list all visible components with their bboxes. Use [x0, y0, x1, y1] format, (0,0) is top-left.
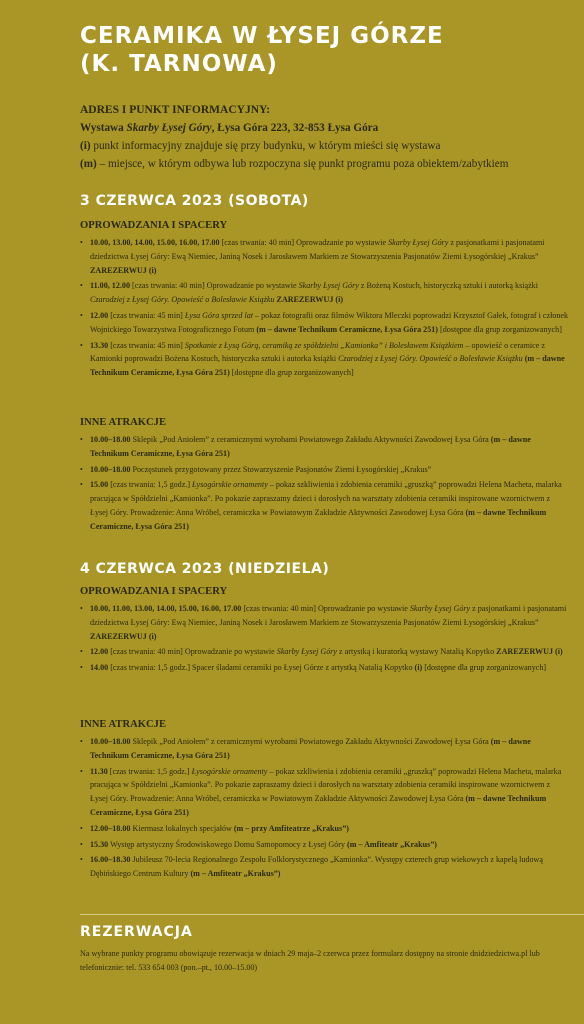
day1-other-section	[80, 416, 570, 536]
item-text: [czas trwania: 45 min]	[108, 340, 185, 350]
item-title: Skarby Łysej Góry	[298, 281, 359, 291]
day2-title: 4 CZERWCA 2023 (NIEDZIELA)	[80, 561, 330, 577]
day1-tours-section	[80, 219, 570, 382]
page-title-line2: (K. TARNOWA)	[80, 51, 278, 77]
item-title: Skarby Łysej Góry	[388, 238, 449, 247]
item-time: 15.00	[90, 480, 109, 490]
item-time: 12.00	[90, 310, 109, 320]
program-item	[80, 661, 570, 675]
address-info-block	[80, 101, 560, 173]
item-time: 10.00–18.00	[90, 464, 131, 474]
item-book-title: Czarodziej z Łysej Góry. Opowieść o Bolesławie Książku	[338, 354, 523, 364]
program-item	[80, 735, 570, 763]
item-text: Poczęstunek przygotowany przez Stowarzyszenie Pasjonatów Ziemi Łysogórskiej „Krakus”	[130, 464, 432, 474]
item-text-cont: z pasjonatkami i pasjonatami dziedzictwa Łysej Góry: Ewą Niemiec, Janiną Nosek i Jarosławem Markiem ze Stowarzyszenia Pasjonatów Ziemi Łysogórskiej „Krakus”	[90, 238, 545, 261]
program-item	[80, 765, 570, 820]
day1-title: 3 CZERWCA 2023 (SOBOTA)	[80, 193, 309, 209]
item-time: 15.30	[90, 839, 109, 849]
legend-m-text: – miejsce, w którym odbywa lub rozpoczyna się punkt programu poza obiektem/zabytkiem	[96, 158, 509, 170]
item-title: Łysogórskie ornamenty	[191, 766, 268, 776]
legend-m	[80, 155, 560, 173]
item-location: ZAREZERWUJ (i)	[496, 647, 563, 657]
item-time: 10.00, 11.00, 13.00, 14.00, 15.00, 16.00, 17.00	[90, 604, 242, 613]
program-item	[80, 433, 570, 461]
item-time: 14.00	[90, 663, 109, 673]
item-text: [czas trwania: 1,5 godz.]	[108, 480, 193, 490]
item-location: (m – dawne Technikum Ceramiczne, Łysa Góra 251)	[256, 324, 438, 334]
reservation-text: Na wybrane punkty programu obowiązuje rezerwacja w dniach 29 maja–2 czerwca przez formularz dostępny na stronie dnidziedzictwa.pl lub telefonicznie: tel. 533 654 003 (pon.–pt., 10.00–15.00)	[80, 949, 540, 972]
item-location: (m – dawne Technikum Ceramiczne, Łysa Góra 251)	[90, 354, 565, 378]
item-note: [dostępne dla grup zorganizowanych]	[422, 663, 547, 673]
item-title: Spotkanie z Łysą Górą, ceramiką ze spółdzielni „Kamionka” i Bolesławem Książkiem	[184, 340, 464, 350]
day2-other-heading: INNE ATRAKCJE	[80, 719, 167, 730]
item-location: ZAREZERWUJ (i)	[90, 631, 157, 641]
day2-tours-section	[80, 585, 570, 677]
item-location: (m – Amfiteatr „Krakus”)	[190, 869, 281, 879]
item-title: Skarby Łysej Góry	[409, 604, 471, 613]
exhibition-name: Skarby Łysej Góry	[126, 122, 212, 134]
item-text: Sklepik „Pod Aniołem” z ceramicznymi wyrobami Powiatowego Zakładu Aktywności Zawodowej Łysa Góra	[130, 435, 491, 444]
item-title: Łysogórskie ornamenty	[192, 480, 268, 490]
day2-other-section	[80, 718, 570, 883]
item-text: [czas trwania: 1,5 godz.] Spacer śladami ceramiki po Łysej Górze z artystką Natalią Kopytko	[108, 663, 415, 673]
day2-tours-heading: OPROWADZANIA I SPACERY	[80, 586, 228, 597]
item-location: ZAREZERWUJ (i)	[90, 265, 157, 275]
item-location: (i)	[414, 663, 423, 673]
day1-tours-list	[80, 236, 570, 380]
address-line	[80, 119, 560, 137]
item-text: [czas trwania: 1,5 godz.]	[107, 766, 192, 776]
item-text-cont: – pokaz szkliwienia i zdobienia ceramiki „gruszką” poprowadzi Helena Macheta, malarka pracująca w Spółdzielni „Kamionka”. Po pokazie zapraszamy dzieci i dorosłych na warsztaty zdobienia ceramiki inspirowane wzornictwem z Łysej Góry. Prowadzenie: Anna Wróbel, ceramiczka w Powiatowym Zakładzie Aktywności Zawodowej Łysa Góra	[90, 766, 562, 804]
reservation-title: REZERWACJA	[80, 924, 193, 940]
item-text: [czas trwania: 40 min] Oprowadzanie po wystawie	[241, 604, 410, 613]
item-time: 11.30	[90, 766, 108, 776]
item-text-cont: – opowieść o ceramice z Kamionki poprowadzi Bożena Kostuch, historyczka sztuki i autorka książki	[90, 340, 545, 364]
item-location: (m – dawne Technikum Ceramiczne, Łysa Góra 251)	[90, 435, 531, 458]
item-location: (m – przy Amfiteatrze „Krakus”)	[233, 823, 349, 833]
program-item	[80, 602, 570, 643]
item-title: Skarby Łysej Góry	[276, 647, 338, 657]
item-time: 10.00–18.00	[90, 737, 131, 746]
item-text-cont: z pasjonatkami i pasjonatami dziedzictwa Łysej Góry: Ewą Niemiec, Janiną Nosek i Jarosławem Markiem ze Stowarzyszenia Pasjonatów Ziemi Łysogórskiej „Krakus”	[90, 604, 567, 627]
item-text-cont: – pokaz fotografii oraz filmów Wiktora Mleczki poprowadzi Krzysztof Gałek, fotograf i członek Wojnickiego Towarzystwa Fotograficznego Fotum	[90, 310, 569, 334]
item-time: 12.00	[90, 647, 109, 657]
item-location: (m – dawne Technikum Ceramiczne, Łysa Góra 251)	[90, 794, 547, 817]
legend-i-key: (i)	[80, 140, 91, 152]
item-text: [czas trwania: 40 min] Oprowadzanie po wystawie	[130, 281, 299, 291]
day1-other-heading: INNE ATRAKCJE	[80, 417, 167, 428]
program-item	[80, 853, 570, 881]
legend-m-key: (m)	[80, 158, 97, 170]
item-text-cont: z Bożeną Kostuch, historyczką sztuki i autorką książki	[358, 281, 538, 291]
item-time: 11.00, 12.00	[90, 281, 131, 291]
program-item	[80, 463, 570, 477]
legend-i-text: punkt informacyjny znajduje się przy budynku, w którym mieści się wystawa	[90, 140, 441, 152]
item-text: Sklepik „Pod Aniołem” z ceramicznymi wyrobami Powiatowego Zakładu Aktywności Zawodowej Łysa Góra	[130, 737, 491, 746]
item-location: (m – dawne Technikum Ceramiczne, Łysa Góra 251)	[90, 737, 531, 760]
item-text-cont: – pokaz szkliwienia i zdobienia ceramiki „gruszką” poprowadzi Helena Macheta, malarka pracująca w Spółdzielni „Kamionka”. Po pokazie zapraszamy dzieci i dorosłych na warsztaty zdobienia ceramiki inspirowane wzornictwem z Łysej Góry. Prowadzenie: Anna Wróbel, ceramiczka w Powiatowym Zakładzie Aktywności Zawodowej Łysa Góra	[90, 480, 562, 517]
program-item	[80, 478, 570, 533]
item-time: 16.00–18.30	[90, 855, 131, 865]
program-item	[80, 279, 570, 307]
program-item	[80, 838, 570, 852]
program-item	[80, 339, 570, 380]
item-text: Jubileusz 70-lecia Regionalnego Zespołu Folklorystycznego „Kamionka”. Występy czterech grup wiekowych z kapelą ludową Dębińskiego Centrum Kultury	[90, 855, 543, 879]
item-text: Występ artystyczny Środowiskowego Domu Samopomocy z Łysej Góry	[108, 839, 347, 849]
address-post: , Łysa Góra 223, 32-853 Łysa Góra	[211, 122, 379, 134]
item-location: (m – Amfiteatr „Krakus”)	[347, 839, 437, 849]
item-note: [dostępne dla grup zorganizowanych]	[437, 324, 562, 334]
item-text: [czas trwania: 45 min]	[108, 310, 185, 320]
item-text: [czas trwania: 40 min] Oprowadzanie po wystawie	[108, 647, 277, 657]
divider	[80, 914, 584, 915]
item-time: 13.30	[90, 340, 109, 350]
item-title: Łysa Góra sprzed lat	[184, 310, 253, 320]
item-location: ZAREZERWUJ (i)	[274, 295, 344, 305]
item-time: 10.00, 13.00, 14.00, 15.00, 16.00, 17.00	[90, 238, 220, 247]
page-title-line1: CERAMIKA W ŁYSEJ GÓRZE	[80, 23, 444, 49]
program-item	[80, 822, 570, 836]
item-text: [czas trwania: 40 min] Oprowadzanie po wystawie	[219, 238, 389, 247]
item-text: Kiermasz lokalnych specjałów	[130, 823, 234, 833]
address-pre: Wystawa	[80, 122, 127, 134]
day2-other-list	[80, 735, 570, 881]
program-item	[80, 236, 570, 277]
item-location: (m – dawne Technikum Ceramiczne, Łysa Góra 251)	[90, 507, 547, 531]
item-time: 12.00–18.00	[90, 823, 131, 833]
day1-other-list	[80, 433, 570, 534]
day1-tours-heading: OPROWADZANIA I SPACERY	[80, 220, 228, 231]
program-item	[80, 309, 570, 337]
item-time: 10.00–18.00	[90, 435, 131, 444]
page-title	[80, 22, 560, 78]
item-text-cont: z artystką i kuratorką wystawy Natalią Kopytko	[337, 647, 497, 657]
program-item	[80, 645, 570, 659]
item-book-title: Czarodziej z Łysej Góry. Opowieść o Bolesławie Książku	[90, 295, 275, 305]
day2-tours-list	[80, 602, 570, 675]
address-header: ADRES I PUNKT INFORMACYJNY:	[80, 104, 271, 116]
item-note: [dostępne dla grup zorganizowanych]	[229, 368, 354, 378]
legend-i	[80, 137, 560, 155]
